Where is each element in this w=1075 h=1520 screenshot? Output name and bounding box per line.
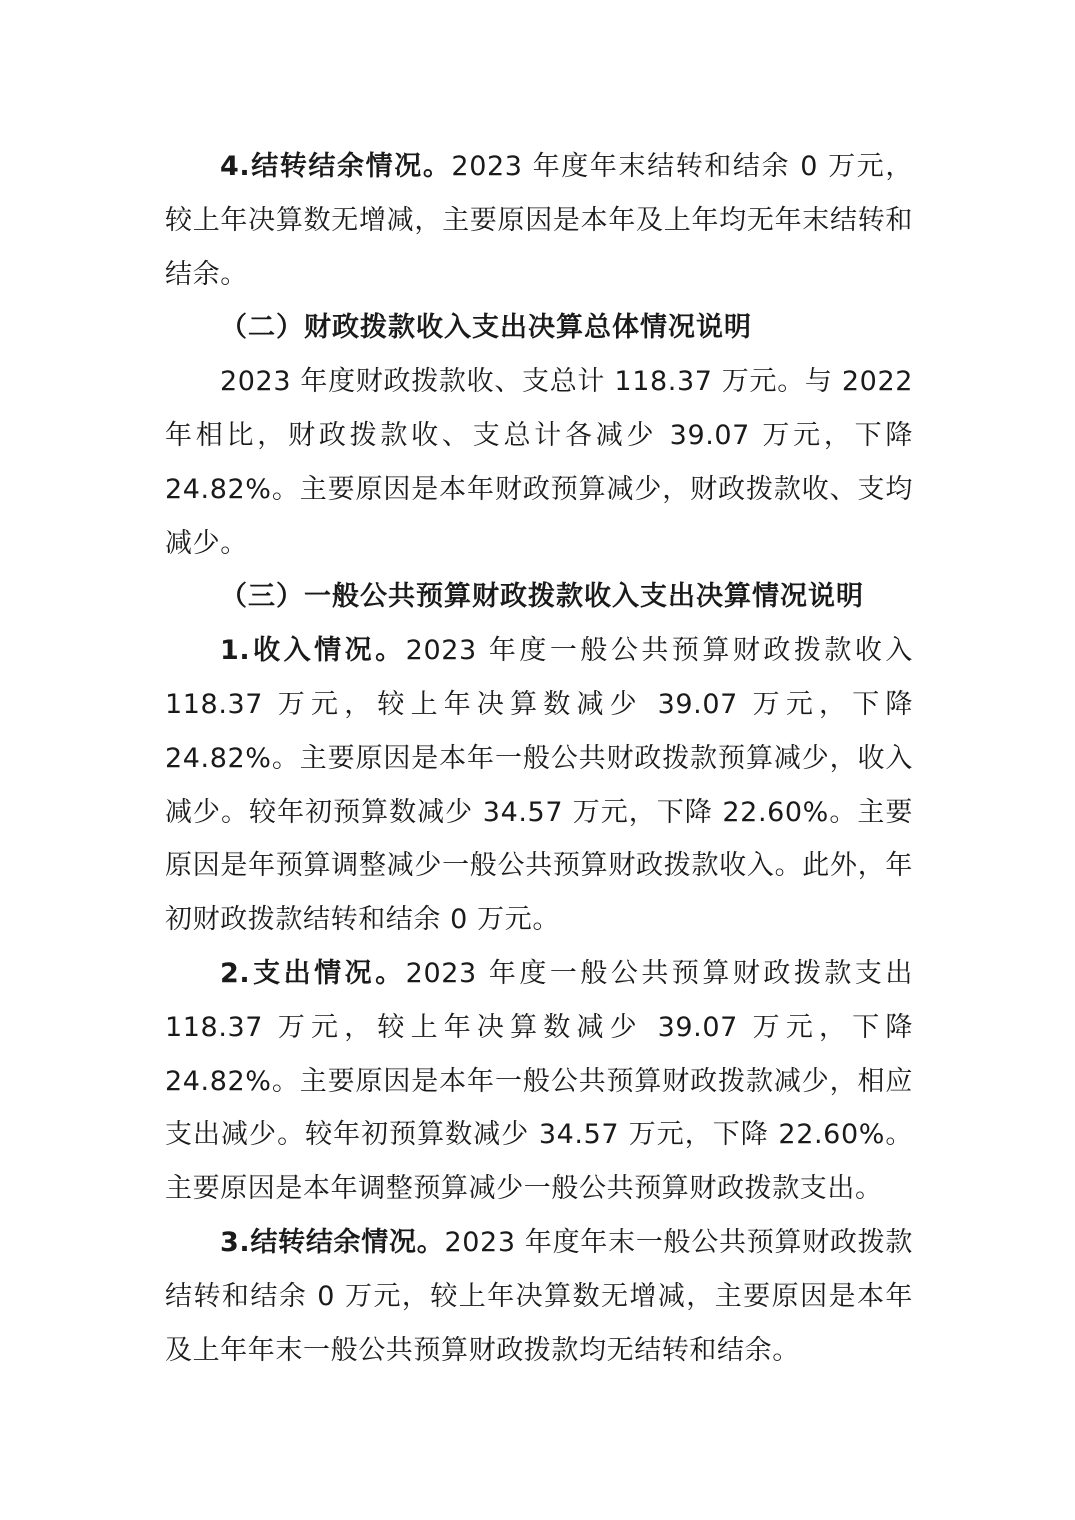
paragraph-lead: 2.支出情况。	[220, 957, 406, 989]
paragraph-lead: 1.收入情况。	[220, 635, 406, 667]
paragraph-fiscal-total	[165, 355, 913, 570]
paragraph-lead: 4.结转结余情况。	[220, 151, 452, 182]
paragraph-text: 2023 年度年末一般公共预算财政拨款结转和结余 0 万元，较上年决算数无增减，主要原因是本年及上年年末一般公共预算财政拨款均无结转和结余。	[165, 1226, 913, 1366]
paragraph-general-carryover	[165, 1216, 913, 1377]
paragraph-text: 2023 年度年末结转和结余 0 万元，较上年决算数无增减，主要原因是本年及上年均无年末结转和结余。	[165, 151, 914, 290]
paragraph-text: 2023 年度财政拨款收、支总计 118.37 万元。与 2022 年相比，财政拨款收、支总计各减少 39.07 万元，下降 24.82%。主要原因是本年财政预算减少，财政拨款收、支均减少。	[165, 366, 913, 559]
paragraph-expenditure	[165, 947, 913, 1216]
paragraph-lead: 3.结转结余情况。	[220, 1226, 445, 1258]
document-page	[165, 140, 913, 1377]
paragraph-income	[165, 624, 913, 947]
paragraph-carryover-balance	[165, 140, 913, 301]
section-heading-2: （二）财政拨款收入支出决算总体情况说明	[220, 312, 752, 344]
paragraph-text: 2023 年度一般公共预算财政拨款支出 118.37 万元，较上年决算数减少 39.07 万元，下降 24.82%。主要原因是本年一般公共预算财政拨款减少，相应支出减少。较年初预算数减少 34.57 万元，下降 22.60%。主要原因是本年调整预算减少一般公共预算财政拨款支出。	[165, 957, 913, 1205]
section-heading-3: （三）一般公共预算财政拨款收入支出决算情况说明	[220, 581, 864, 613]
paragraph-text: 2023 年度一般公共预算财政拨款收入 118.37 万元，较上年决算数减少 39.07 万元，下降 24.82%。主要原因是本年一般公共财政拨款预算减少，收入减少。较年初预算数减少 34.57 万元，下降 22.60%。主要原因是年预算调整减少一般公共预算财政拨款收入。此外，年初财政拨款结转和结余 0 万元。	[165, 635, 913, 936]
